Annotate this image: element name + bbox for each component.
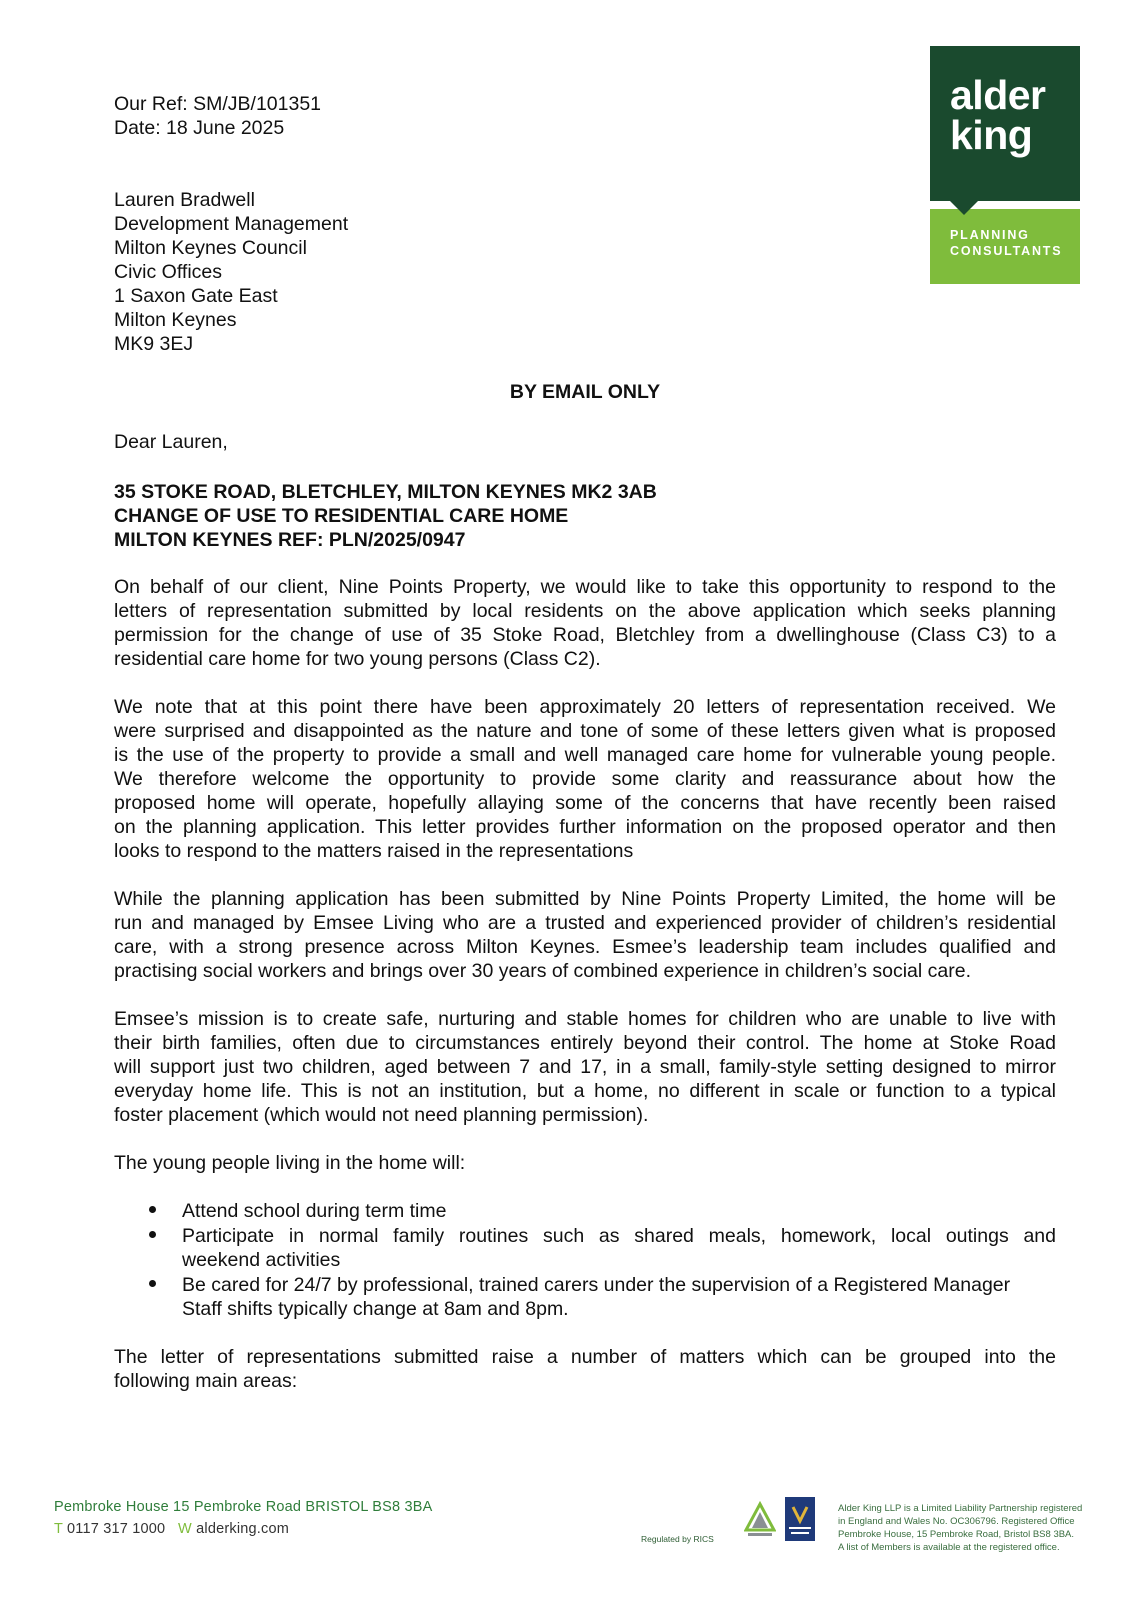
paragraph-mission [114, 1007, 1056, 1127]
logo-notch [950, 201, 978, 215]
bullet-line: weekend activities [182, 1249, 341, 1271]
ukas-badge-icon [785, 1497, 815, 1541]
paragraph-line: looks to respond to the matters raised in the representations [114, 840, 634, 862]
bullet-line: Staff shifts typically change at 8am and 8pm. [182, 1298, 569, 1320]
legal-line: Alder King LLP is a Limited Liability Partnership registered [838, 1503, 1083, 1514]
paragraph-line: everyday home life. This is not an institution, but a home, no different in scale or function to a typical [114, 1080, 1056, 1102]
bullet-line: Participate in normal family routines such as shared meals, homework, local outings and [182, 1225, 1056, 1247]
paragraph-line: Emsee’s mission is to create safe, nurturing and stable homes for children who are unable to live with [114, 1008, 1056, 1030]
logo-sub-consultants: CONSULTANTS [950, 244, 1063, 258]
paragraph-matters [114, 1345, 1056, 1393]
subject-line: CHANGE OF USE TO RESIDENTIAL CARE HOME [114, 505, 569, 527]
paragraph-line: run and managed by Emsee Living who are a trusted and experienced provider of children’s residential [114, 912, 1056, 934]
recipient-line: Milton Keynes [114, 309, 237, 331]
bullet-dot [149, 1206, 156, 1213]
footer-contact [54, 1519, 289, 1539]
paragraph-line: following main areas: [114, 1370, 298, 1392]
recipient-line: Development Management [114, 213, 349, 235]
letter-date: Date: 18 June 2025 [114, 117, 285, 139]
bullet-item [182, 1273, 1056, 1321]
footer-website: alderking.com [196, 1521, 290, 1537]
paragraph-line: practising social workers and brings over 30 years of combined experience in children’s social care. [114, 960, 971, 982]
paragraph-line: will support just two children, aged between 7 and 17, in a small, family-style setting designed to mirror [114, 1056, 1056, 1078]
footer-legal-text [838, 1502, 1082, 1554]
recipient-line: MK9 3EJ [114, 333, 194, 355]
paragraph-line: were surprised and disappointed as the nature and tone of some of these letters given what is proposed [114, 720, 1056, 742]
paragraph-line: We therefore welcome the opportunity to provide some clarity and reassurance about how the [114, 768, 1056, 790]
logo-word-alder: alder [950, 72, 1046, 118]
paragraph-line: their birth families, often due to circumstances entirely beyond their control. The home at Stoke Road [114, 1032, 1056, 1054]
paragraph-line: We note that at this point there have been approximately 20 letters of representation received. We [114, 696, 1056, 718]
bullet-item [182, 1224, 1056, 1272]
accreditation-triangle-icon [744, 1500, 776, 1540]
paragraph-line: permission for the change of use of 35 Stoke Road, Bletchley from a dwellinghouse (Class C3) to a [114, 624, 1056, 646]
salutation: Dear Lauren, [114, 431, 228, 453]
paragraph-line: proposed home will operate, hopefully allaying some of the concerns that have recently been raised [114, 792, 1056, 814]
paragraph-intro [114, 575, 1056, 671]
bullet-dot [149, 1231, 156, 1238]
paragraph-line: is the use of the property to provide a small and well managed care home for vulnerable young people. [114, 744, 1056, 766]
paragraph-line: On behalf of our client, Nine Points Property, we would like to take this opportunity to respond to the [114, 576, 1056, 598]
subject-line: 35 STOKE ROAD, BLETCHLEY, MILTON KEYNES MK2 3AB [114, 481, 657, 503]
tel-label: T [54, 1521, 63, 1537]
bullet-dot [149, 1280, 156, 1287]
bullet-line: Be cared for 24/7 by professional, trained carers under the supervision of a Registered Manager [182, 1274, 1011, 1296]
subject-line: MILTON KEYNES REF: PLN/2025/0947 [114, 529, 466, 551]
paragraph-line: residential care home for two young persons (Class C2). [114, 648, 601, 670]
logo-sub-planning: PLANNING [950, 228, 1030, 242]
paragraph-line: letters of representation submitted by local residents on the above application which seeks planning [114, 600, 1056, 622]
paragraph-line: foster placement (which would not need planning permission). [114, 1104, 649, 1126]
rics-regulated-text: Regulated by RICS [641, 1534, 714, 1544]
paragraph-line: on the planning application. This letter provides further information on the proposed operator and then [114, 816, 1056, 838]
legal-line: A list of Members is available at the registered office. [838, 1542, 1060, 1553]
delivery-method: BY EMAIL ONLY [509, 381, 661, 403]
bullet-item [182, 1199, 1056, 1223]
web-label: W [178, 1521, 192, 1537]
paragraph-line: The letter of representations submitted raise a number of matters which can be grouped into the [114, 1346, 1056, 1368]
paragraph-line: The young people living in the home will: [114, 1152, 466, 1174]
paragraph-operator [114, 887, 1056, 983]
recipient-line: Lauren Bradwell [114, 189, 255, 211]
footer-telephone: 0117 317 1000 [67, 1521, 166, 1537]
legal-line: Pembroke House, 15 Pembroke Road, Bristol BS8 3BA. [838, 1529, 1075, 1540]
recipient-address [114, 188, 348, 356]
footer-address: Pembroke House 15 Pembroke Road BRISTOL BS8 3BA [54, 1499, 433, 1515]
our-ref: Our Ref: SM/JB/101351 [114, 93, 322, 115]
paragraph-line: care, with a strong presence across Milton Keynes. Esmee’s leadership team includes qualified and [114, 936, 1056, 958]
alder-king-logo [930, 46, 1080, 284]
recipient-line: Milton Keynes Council [114, 237, 307, 259]
paragraph-young-people [114, 1151, 1056, 1175]
logo-word-king: king [950, 112, 1033, 158]
paragraph-representations [114, 695, 1056, 863]
paragraph-line: While the planning application has been submitted by Nine Points Property Limited, the home will be [114, 888, 1056, 910]
subject-heading [114, 480, 657, 552]
bullet-line: Attend school during term time [182, 1200, 447, 1222]
recipient-line: 1 Saxon Gate East [114, 285, 278, 307]
recipient-line: Civic Offices [114, 261, 222, 283]
legal-line: in England and Wales No. OC306796. Registered Office [838, 1516, 1075, 1527]
